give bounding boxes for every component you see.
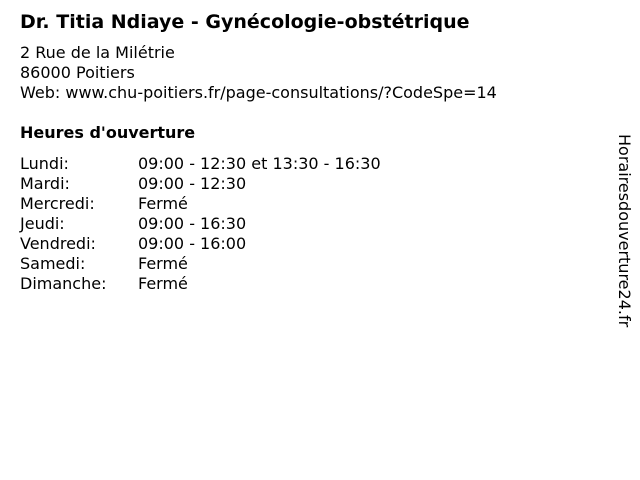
street-address: 2 Rue de la Milétrie — [20, 43, 175, 62]
hours-table — [20, 154, 381, 294]
day-label: Vendredi: — [20, 234, 96, 253]
website-line: Web: www.chu-poitiers.fr/page-consultations/?CodeSpe=14 — [20, 83, 497, 102]
day-hours: 09:00 - 16:00 — [138, 234, 247, 253]
hours-row-jeudi — [20, 214, 381, 234]
day-label: Mardi: — [20, 174, 70, 193]
hours-row-lundi — [20, 154, 381, 174]
hours-row-mardi — [20, 174, 381, 194]
day-label: Samedi: — [20, 254, 86, 273]
day-label: Mercredi: — [20, 194, 95, 213]
address-block — [20, 43, 497, 103]
day-hours: 09:00 - 16:30 — [138, 214, 247, 233]
hours-row-vendredi — [20, 234, 381, 254]
city-address: 86000 Poitiers — [20, 63, 135, 82]
site-watermark: Horairesdouverture24.fr — [615, 134, 634, 328]
hours-heading: Heures d'ouverture — [20, 123, 196, 142]
day-label: Dimanche: — [20, 274, 107, 293]
day-label: Jeudi: — [20, 214, 65, 233]
day-hours: Fermé — [138, 194, 188, 213]
hours-row-mercredi — [20, 194, 381, 214]
day-hours: Fermé — [138, 274, 188, 293]
day-hours: Fermé — [138, 254, 188, 273]
day-hours: 09:00 - 12:30 — [138, 174, 247, 193]
hours-row-dimanche — [20, 274, 381, 294]
page-title: Dr. Titia Ndiaye - Gynécologie-obstétrique — [20, 11, 470, 33]
day-label: Lundi: — [20, 154, 69, 173]
hours-row-samedi — [20, 254, 381, 274]
day-hours: 09:00 - 12:30 et 13:30 - 16:30 — [138, 154, 381, 173]
